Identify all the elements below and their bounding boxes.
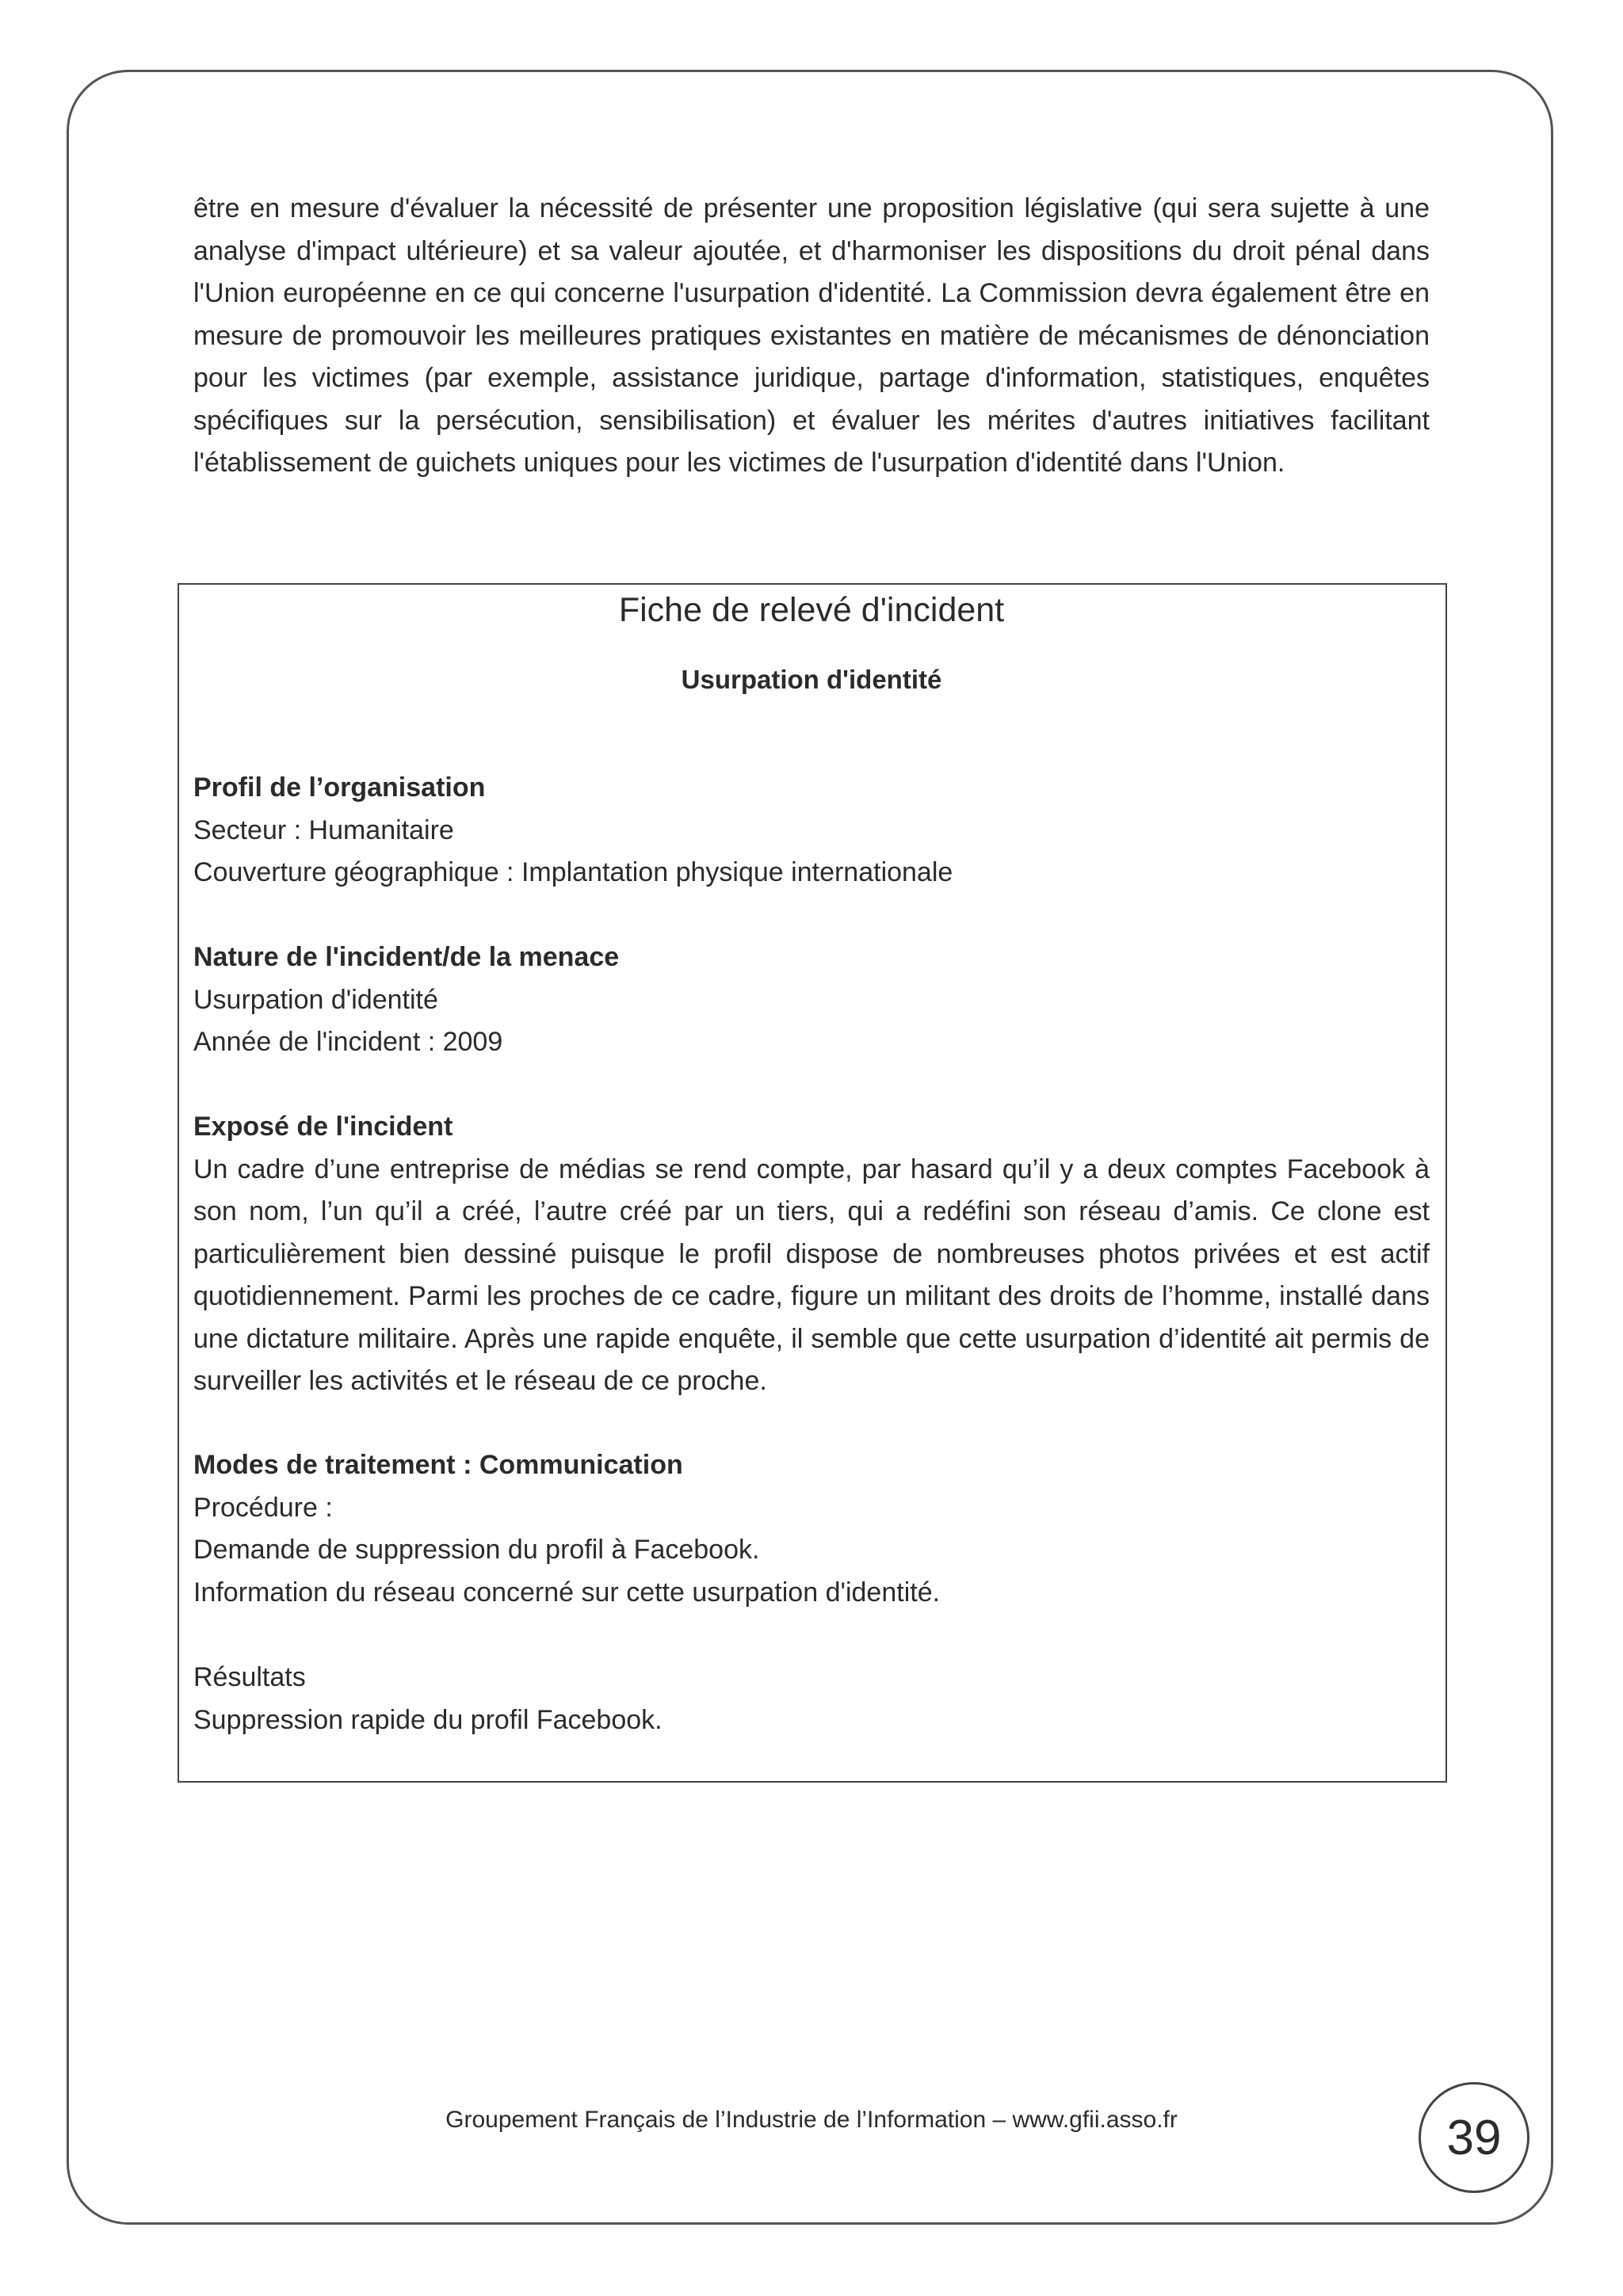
results-text: Suppression rapide du profil Facebook.: [193, 1704, 663, 1735]
procedure-step: Information du réseau concerné sur cette usurpation d'identité.: [193, 1577, 941, 1608]
sector-line: Secteur : Humanitaire: [193, 814, 454, 845]
description-paragraph: Un cadre d’une entreprise de médias se rend compte, par hasard qu’il y a deux comptes Facebook à son nom, l’un qu’il a créé, l’autre créé par un tiers, qui a redéfini son réseau d’amis. Ce clone est particulièrement bien dessiné puisque le profil dispose de nombreuses photos privées et est actif quotidiennement. Parmi les proches de ce cadre, figure un militant des droits de l’homme, installé dans une dictature militaire. Après une rapide enquête, il semble que cette usurpation d’identité ait permis de surveiller les activités et le réseau de ce proche.: [193, 1154, 1430, 1396]
section-incident-description: [193, 1106, 1430, 1403]
section-heading: Modes de traitement : Communication: [193, 1450, 683, 1480]
section-incident-nature: [193, 936, 1430, 1064]
section-treatment: [193, 1444, 1430, 1614]
incident-sheet-title: Fiche de relevé d'incident: [618, 591, 1005, 629]
incident-year-line: Année de l'incident : 2009: [193, 1027, 503, 1057]
section-heading: Profil de l’organisation: [193, 772, 486, 803]
section-organisation-profile: [193, 767, 1430, 894]
procedure-step: Demande de suppression du profil à Facebook.: [193, 1535, 760, 1565]
procedure-label: Procédure :: [193, 1492, 333, 1523]
page-number: 39: [1419, 2082, 1529, 2193]
section-results: [193, 1657, 1430, 1741]
footer-text: Groupement Français de l’Industrie de l’Information – www.gfii.asso.fr: [445, 2107, 1178, 2133]
results-heading: Résultats: [193, 1662, 306, 1692]
intro-paragraph: être en mesure d'évaluer la nécessité de présenter une proposition législative (qui sera sujette à une analyse d'impact ultérieure) et sa valeur ajoutée, et d'harmoniser les dispositions du droit pénal dans l'Union européenne en ce qui concerne l'usurpation d'identité. La Commission devra également être en mesure de promouvoir les meilleures pratiques existantes en matière de mécanismes de dénonciation pour les victimes (par exemple, assistance juridique, partage d'information, statistiques, enquêtes spécifiques sur la persécution, sensibilisation) et évaluer les mérites d'autres initiatives facilitant l'établissement de guichets uniques pour les victimes de l'usurpation d'identité dans l'Union.: [193, 193, 1430, 478]
section-heading: Exposé de l'incident: [193, 1112, 453, 1142]
incident-type-line: Usurpation d'identité: [193, 984, 438, 1015]
incident-sheet-subtitle: Usurpation d'identité: [681, 665, 942, 694]
section-heading: Nature de l'incident/de la menace: [193, 942, 620, 972]
coverage-line: Couverture géographique : Implantation physique internationale: [193, 857, 953, 887]
